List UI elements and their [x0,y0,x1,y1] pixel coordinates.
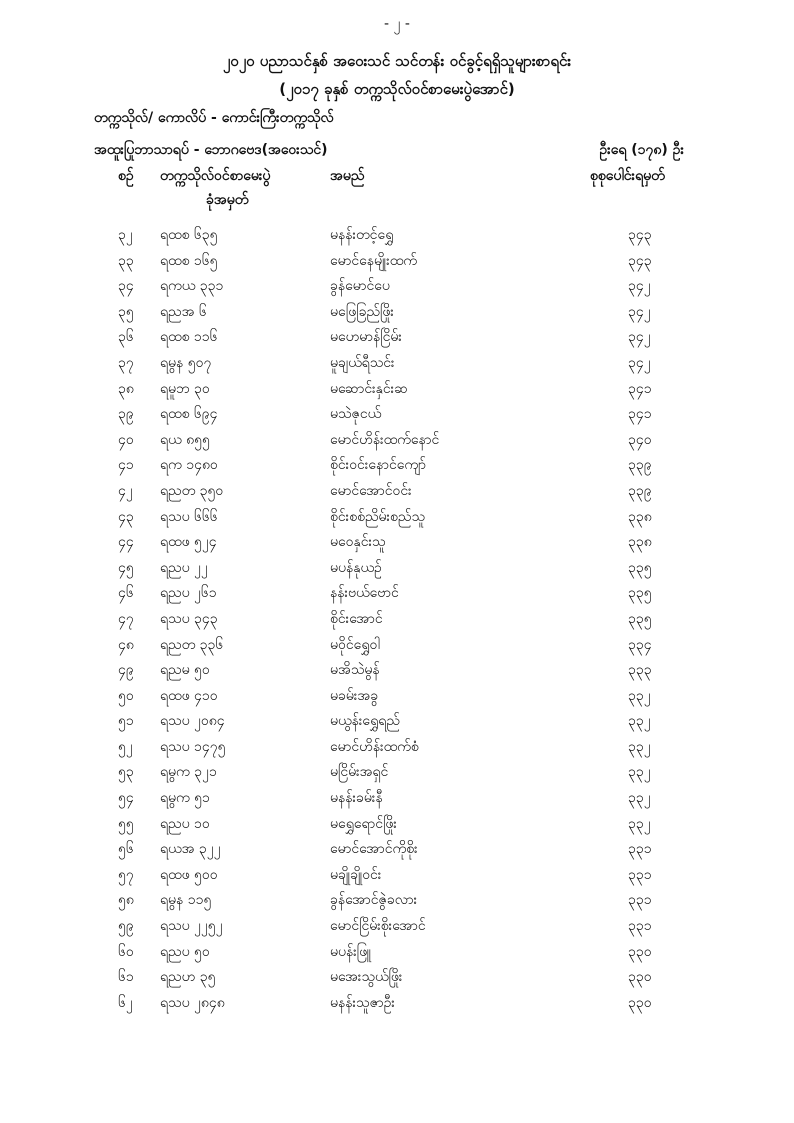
table-row [0,530,794,556]
table-row [0,709,794,735]
roll-number: ရထဖ ၅၀၀ [160,866,218,883]
student-name: မောင်နေမျိုးထက် [330,252,417,269]
roll-number: ရထစ ၆၉၄ [160,406,218,423]
roll-number: ရသပ ၆၆၆ [160,508,218,525]
row-number: ၄၉ [118,662,134,679]
student-name: မချိုချိုဝင်း [330,866,382,883]
total-marks: ၃၄၃ [628,252,652,269]
total-marks: ၃၄၂ [628,329,651,346]
student-name: မပန်းဖြူ [330,943,372,960]
student-name: မသဲဇုငယ် [330,406,382,423]
total-marks: ၃၄၂ [628,278,651,295]
table-row [0,453,794,479]
student-name: စိုင်းဝင်းနောင်ကျော် [330,457,427,474]
row-number: ၃၉ [118,406,134,423]
header-roll-line2: ခုံအမှတ် [206,192,249,208]
table-row [0,760,794,786]
table-row [0,505,794,531]
student-name: ခွန်အောင်ဇွဲခလား [330,892,418,909]
roll-number: ရထစ ၁၆၅ [160,252,218,269]
row-number: ၄၇ [118,610,134,627]
student-name: မဆောင်းနှင်းဆ [330,380,408,397]
row-number: ၅၈ [118,892,134,909]
table-row [0,965,794,991]
roll-number: ရယ ၈၅၅ [160,431,210,448]
roll-number: ရယအ ၃၂၂ [160,841,221,858]
header-roll-line1: တက္ကသိုလ်ဝင်စာမေးပွဲ [160,168,271,184]
table-row [0,479,794,505]
row-number: ၅၇ [118,866,134,883]
total-marks: ၃၃၈ [628,508,652,525]
row-number: ၅၄ [118,790,134,807]
document-title: ၂၀၂၀ ပညာသင်နှစ် အဝေးသင် သင်တန်း ဝင်ခွင့်ရရှိသူများစာရင်း [222,52,572,70]
total-marks: ၃၄၂ [628,354,651,371]
table-row [0,786,794,812]
student-name: မနန်းတင့်ရွှေ [330,227,394,243]
total-marks: ၃၃၂ [628,687,651,704]
total-marks: ၃၃၈ [628,534,652,551]
roll-number: ရသပ ၁၄၇၅ [160,738,226,755]
row-number: ၄၅ [118,559,134,576]
table-row [0,812,794,838]
row-number: ၅၆ [118,841,134,858]
table-row [0,837,794,863]
student-name: မောင်ဟိန်းထက်စံ [330,738,419,755]
row-number: ၄၃ [118,508,134,525]
roll-number: ရထဖ ၅၂၄ [160,534,217,551]
roll-number: ရက ၁၄၈၀ [160,457,218,474]
row-number: ၅၀ [118,687,134,704]
row-number: ၃၂ [118,227,133,243]
roll-number: ရညတ ၃၅၀ [160,482,224,499]
table-row [0,581,794,607]
results-table [0,223,794,1016]
table-row [0,274,794,300]
roll-number: ရညအ ၆ [160,303,207,320]
row-number: ၅၉ [118,918,134,935]
student-name: နန်းဗယ်ဗောင် [330,585,399,602]
student-name: မောင်ငြိမ်းစိုးအောင် [330,918,426,935]
table-row [0,249,794,275]
row-number: ၆၀ [118,943,134,960]
row-number: ၃၅ [118,303,134,320]
total-marks: ၃၄၀ [628,431,652,448]
student-name: မဝေနှင်းသူ [330,534,386,551]
table-row [0,300,794,326]
student-name: မရွှေရောင်ဖြိုး [330,815,397,832]
total-marks: ၃၃၁ [628,918,652,935]
student-name: မပန်နုယဉ် [330,559,382,576]
student-name: မောင်ဟိန်းထက်နောင် [330,431,440,448]
roll-number: ရမွန ၁၁၅ [160,892,212,909]
table-row [0,863,794,889]
total-marks: ၃၃၁ [628,841,652,858]
department-line [94,140,684,161]
table-row [0,735,794,761]
row-number: ၄၄ [118,534,134,551]
page-number: - ၂ - [384,16,410,32]
student-name: မခမ်းအခွ [330,687,379,704]
roll-number: ရထစ ၆၃၅ [160,227,218,243]
roll-number: ရမူဘ ၃၀ [160,380,210,397]
row-number: ၃၄ [118,278,134,295]
total-marks: ၃၃၉ [628,457,652,474]
total-marks: ၃၃၂ [628,815,651,832]
table-row [0,402,794,428]
university-line: တက္ကသိုလ်/ ကောလိပ် - ကောင်းကြီးတက္ကသိုလ် [94,110,334,126]
row-number: ၄၁ [118,457,134,474]
row-number: ၃၃ [118,252,134,269]
total-marks: ၃၃၅ [628,585,652,602]
total-marks: ၃၃၁ [628,866,652,883]
total-marks: ၃၃၁ [628,892,652,909]
roll-number: ရထစ ၁၁၆ [160,329,218,346]
student-name: မောင်အောင်ဝင်း [330,482,412,499]
roll-number: ရမွက ၅၁ [160,790,210,807]
total-marks: ၃၃၅ [628,559,652,576]
student-name: မဟေမာန်ငြိမ်း [330,329,402,346]
row-number: ၄၈ [118,636,134,653]
roll-number: ရညပ ၂၆၁ [160,585,217,602]
total-marks: ၃၃၅ [628,610,652,627]
document-subtitle: (၂၀၁၇ ခုနှစ် တက္ကသိုလ်ဝင်စာမေးပွဲအောင်) [279,80,515,98]
student-name: စိုင်းစစ်ညိမ်းစည်သူ [330,508,425,525]
row-number: ၅၃ [118,764,134,781]
row-number: ၃၇ [118,354,134,371]
table-row [0,658,794,684]
row-number: ၃၆ [118,329,134,346]
total-marks: ၃၃၀ [628,969,652,986]
roll-number: ရသပ ၂၈၄၈ [160,994,225,1011]
total-marks: ၃၃၀ [628,994,652,1011]
table-row [0,428,794,454]
total-marks: ၃၄၂ [628,303,651,320]
roll-number: ရမွန ၅၀၇ [160,354,212,371]
row-number: ၆၁ [118,969,134,986]
roll-number: ရညပ ၅၀ [160,943,210,960]
row-number: ၄၀ [118,431,134,448]
table-row [0,633,794,659]
total-marks: ၃၄၁ [628,406,652,423]
header-name: အမည် [330,168,365,184]
roll-number: ရကယ ၃၃၁ [160,278,224,295]
student-name: မအိသဲမွန် [330,662,380,679]
roll-number: ရထဖ ၄၁၀ [160,687,218,704]
roll-number: ရညပ ၂၂ [160,559,208,576]
total-marks: ၃၃၂ [628,764,651,781]
table-row [0,684,794,710]
table-row [0,991,794,1017]
total-count: ဦးရေ (၁၇၈) ဦး [599,142,684,158]
table-row [0,556,794,582]
student-name: မဖြေခြည်ဖြိုး [330,303,394,320]
roll-number: ရညဟ ၃၅ [160,969,216,986]
roll-number: ရမွက ၃၂၁ [160,764,217,781]
row-number: ၃၈ [118,380,134,397]
table-row [0,351,794,377]
row-number: ၄၂ [118,482,133,499]
student-name: စိုင်းအောင် [330,610,383,627]
row-number: ၄၆ [118,585,134,602]
table-row [0,607,794,633]
table-row [0,325,794,351]
total-marks: ၃၃၂ [628,790,651,807]
student-name: မနန်းခမ်းနီ [330,790,383,807]
roll-number: ရသပ ၂၀၈၄ [160,713,225,730]
student-name: မငြိမ်းအရှင် [330,764,389,781]
table-row [0,223,794,249]
row-number: ၆၂ [118,994,133,1011]
student-name: မအေးသွယ်ဖြိုး [330,969,403,986]
total-marks: ၃၃၂ [628,738,651,755]
student-name: မူချယ်ရီသင်း [330,354,395,371]
total-marks: ၃၃၃ [628,662,652,679]
table-row [0,940,794,966]
row-number: ၅၁ [118,713,134,730]
table-row [0,888,794,914]
student-name: မဝိုင်ရွှေဝါ [330,636,380,653]
student-name: မနန်းသူဇာဦး [330,994,395,1011]
student-name: မယွန်းရွှေရည် [330,713,400,730]
row-number: ၅၅ [118,815,134,832]
header-marks: စုစုပေါင်းရမှတ် [590,168,665,184]
student-name: ခွန်မောင်ပေ [330,278,390,295]
table-row [0,914,794,940]
roll-number: ရသပ ၂၂၅၂ [160,918,223,935]
department-label: အထူးပြုဘာသာရပ် - ဘောဂဗေဒ(အဝေးသင်) [94,142,328,158]
total-marks: ၃၃၉ [628,482,652,499]
total-marks: ၃၃၂ [628,713,651,730]
total-marks: ၃၃၀ [628,943,652,960]
header-no: စဉ် [118,168,134,184]
table-row [0,377,794,403]
student-name: မောင်အောင်ကိုစိုး [330,841,418,858]
total-marks: ၃၄၃ [628,227,652,243]
row-number: ၅၂ [118,738,133,755]
header-roll-number [160,164,330,212]
roll-number: ရညပ ၁၀ [160,815,210,832]
roll-number: ရညတ ၃၃၆ [160,636,224,653]
total-marks: ၃၄၁ [628,380,652,397]
roll-number: ရညမ ၅၀ [160,662,210,679]
roll-number: ရသပ ၃၄၃ [160,610,218,627]
total-marks: ၃၃၄ [628,636,652,653]
